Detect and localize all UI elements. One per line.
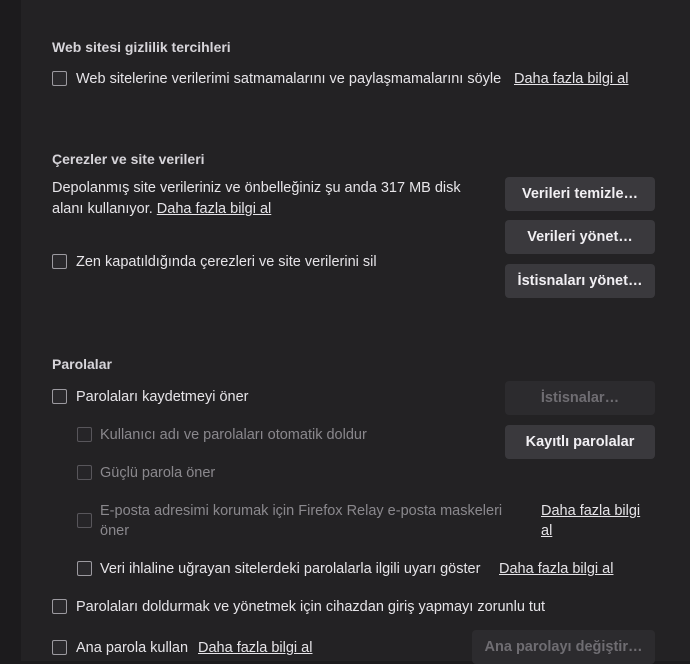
primary-password-checkbox[interactable] — [52, 640, 67, 655]
cookies-usage-text-line2 — [52, 201, 271, 217]
cookies-usage-text-line1: Depolanmış site verileriniz ve önbelleğiniz şu anda 317 MB disk — [52, 180, 461, 196]
autofill-label[interactable]: Kullanıcı adı ve parolaları otomatik doldur — [100, 427, 367, 443]
relay-checkbox[interactable] — [77, 513, 92, 528]
clear-data-button[interactable]: Verileri temizle… — [505, 177, 655, 211]
os-auth-checkbox[interactable] — [52, 599, 67, 614]
password-exceptions-button[interactable]: İstisnalar… — [505, 381, 655, 415]
dnt-label[interactable]: Web sitelerine verilerimi satmamalarını ve paylaşmamalarını söyle — [76, 71, 502, 87]
saved-passwords-button[interactable]: Kayıtlı parolalar — [505, 425, 655, 459]
cookies-heading: Çerezler ve site verileri — [52, 151, 205, 167]
privacy-learn-more-link[interactable]: Daha fazla bilgi al — [514, 71, 629, 87]
clear-on-close-checkbox[interactable] — [52, 254, 67, 269]
suggest-strong-checkbox[interactable] — [77, 465, 92, 480]
manage-exceptions-button[interactable]: İstisnaları yönet… — [505, 264, 655, 298]
cookies-usage-text-tail: alanı kullanıyor. — [52, 201, 153, 217]
offer-save-label[interactable]: Parolaları kaydetmeyi öner — [76, 389, 249, 405]
relay-learn-more-link-line1[interactable]: Daha fazla bilgi — [541, 503, 641, 519]
relay-learn-more-link-line2[interactable]: al — [541, 523, 553, 539]
offer-save-checkbox[interactable] — [52, 389, 67, 404]
passwords-heading: Parolalar — [52, 356, 112, 372]
relay-label-line1[interactable]: E-posta adresimi korumak için Firefox Relay e-posta maskeleri — [100, 503, 503, 519]
clear-on-close-label[interactable]: Zen kapatıldığında çerezleri ve site verilerini sil — [76, 254, 377, 270]
breach-alerts-checkbox[interactable] — [77, 561, 92, 576]
manage-data-button[interactable]: Verileri yönet… — [505, 220, 655, 254]
privacy-heading: Web sitesi gizlilik tercihleri — [52, 39, 231, 55]
autofill-checkbox[interactable] — [77, 427, 92, 442]
cookies-learn-more-link[interactable]: Daha fazla bilgi al — [156, 201, 272, 217]
primary-password-learn-more-link[interactable]: Daha fazla bilgi al — [198, 640, 313, 656]
change-primary-password-button[interactable]: Ana parolayı değiştir… — [472, 630, 655, 664]
dnt-checkbox[interactable] — [52, 71, 67, 86]
relay-label-line2[interactable]: öner — [100, 523, 130, 539]
os-auth-label[interactable]: Parolaları doldurmak ve yönetmek için cihazdan giriş yapmayı zorunlu tut — [76, 599, 546, 615]
suggest-strong-label[interactable]: Güçlü parola öner — [100, 465, 216, 481]
breach-alerts-label[interactable]: Veri ihlaline uğrayan sitelerdeki parolalarla ilgili uyarı göster — [100, 561, 481, 577]
breach-learn-more-link[interactable]: Daha fazla bilgi al — [499, 561, 614, 577]
primary-password-label[interactable]: Ana parola kullan — [76, 640, 189, 656]
